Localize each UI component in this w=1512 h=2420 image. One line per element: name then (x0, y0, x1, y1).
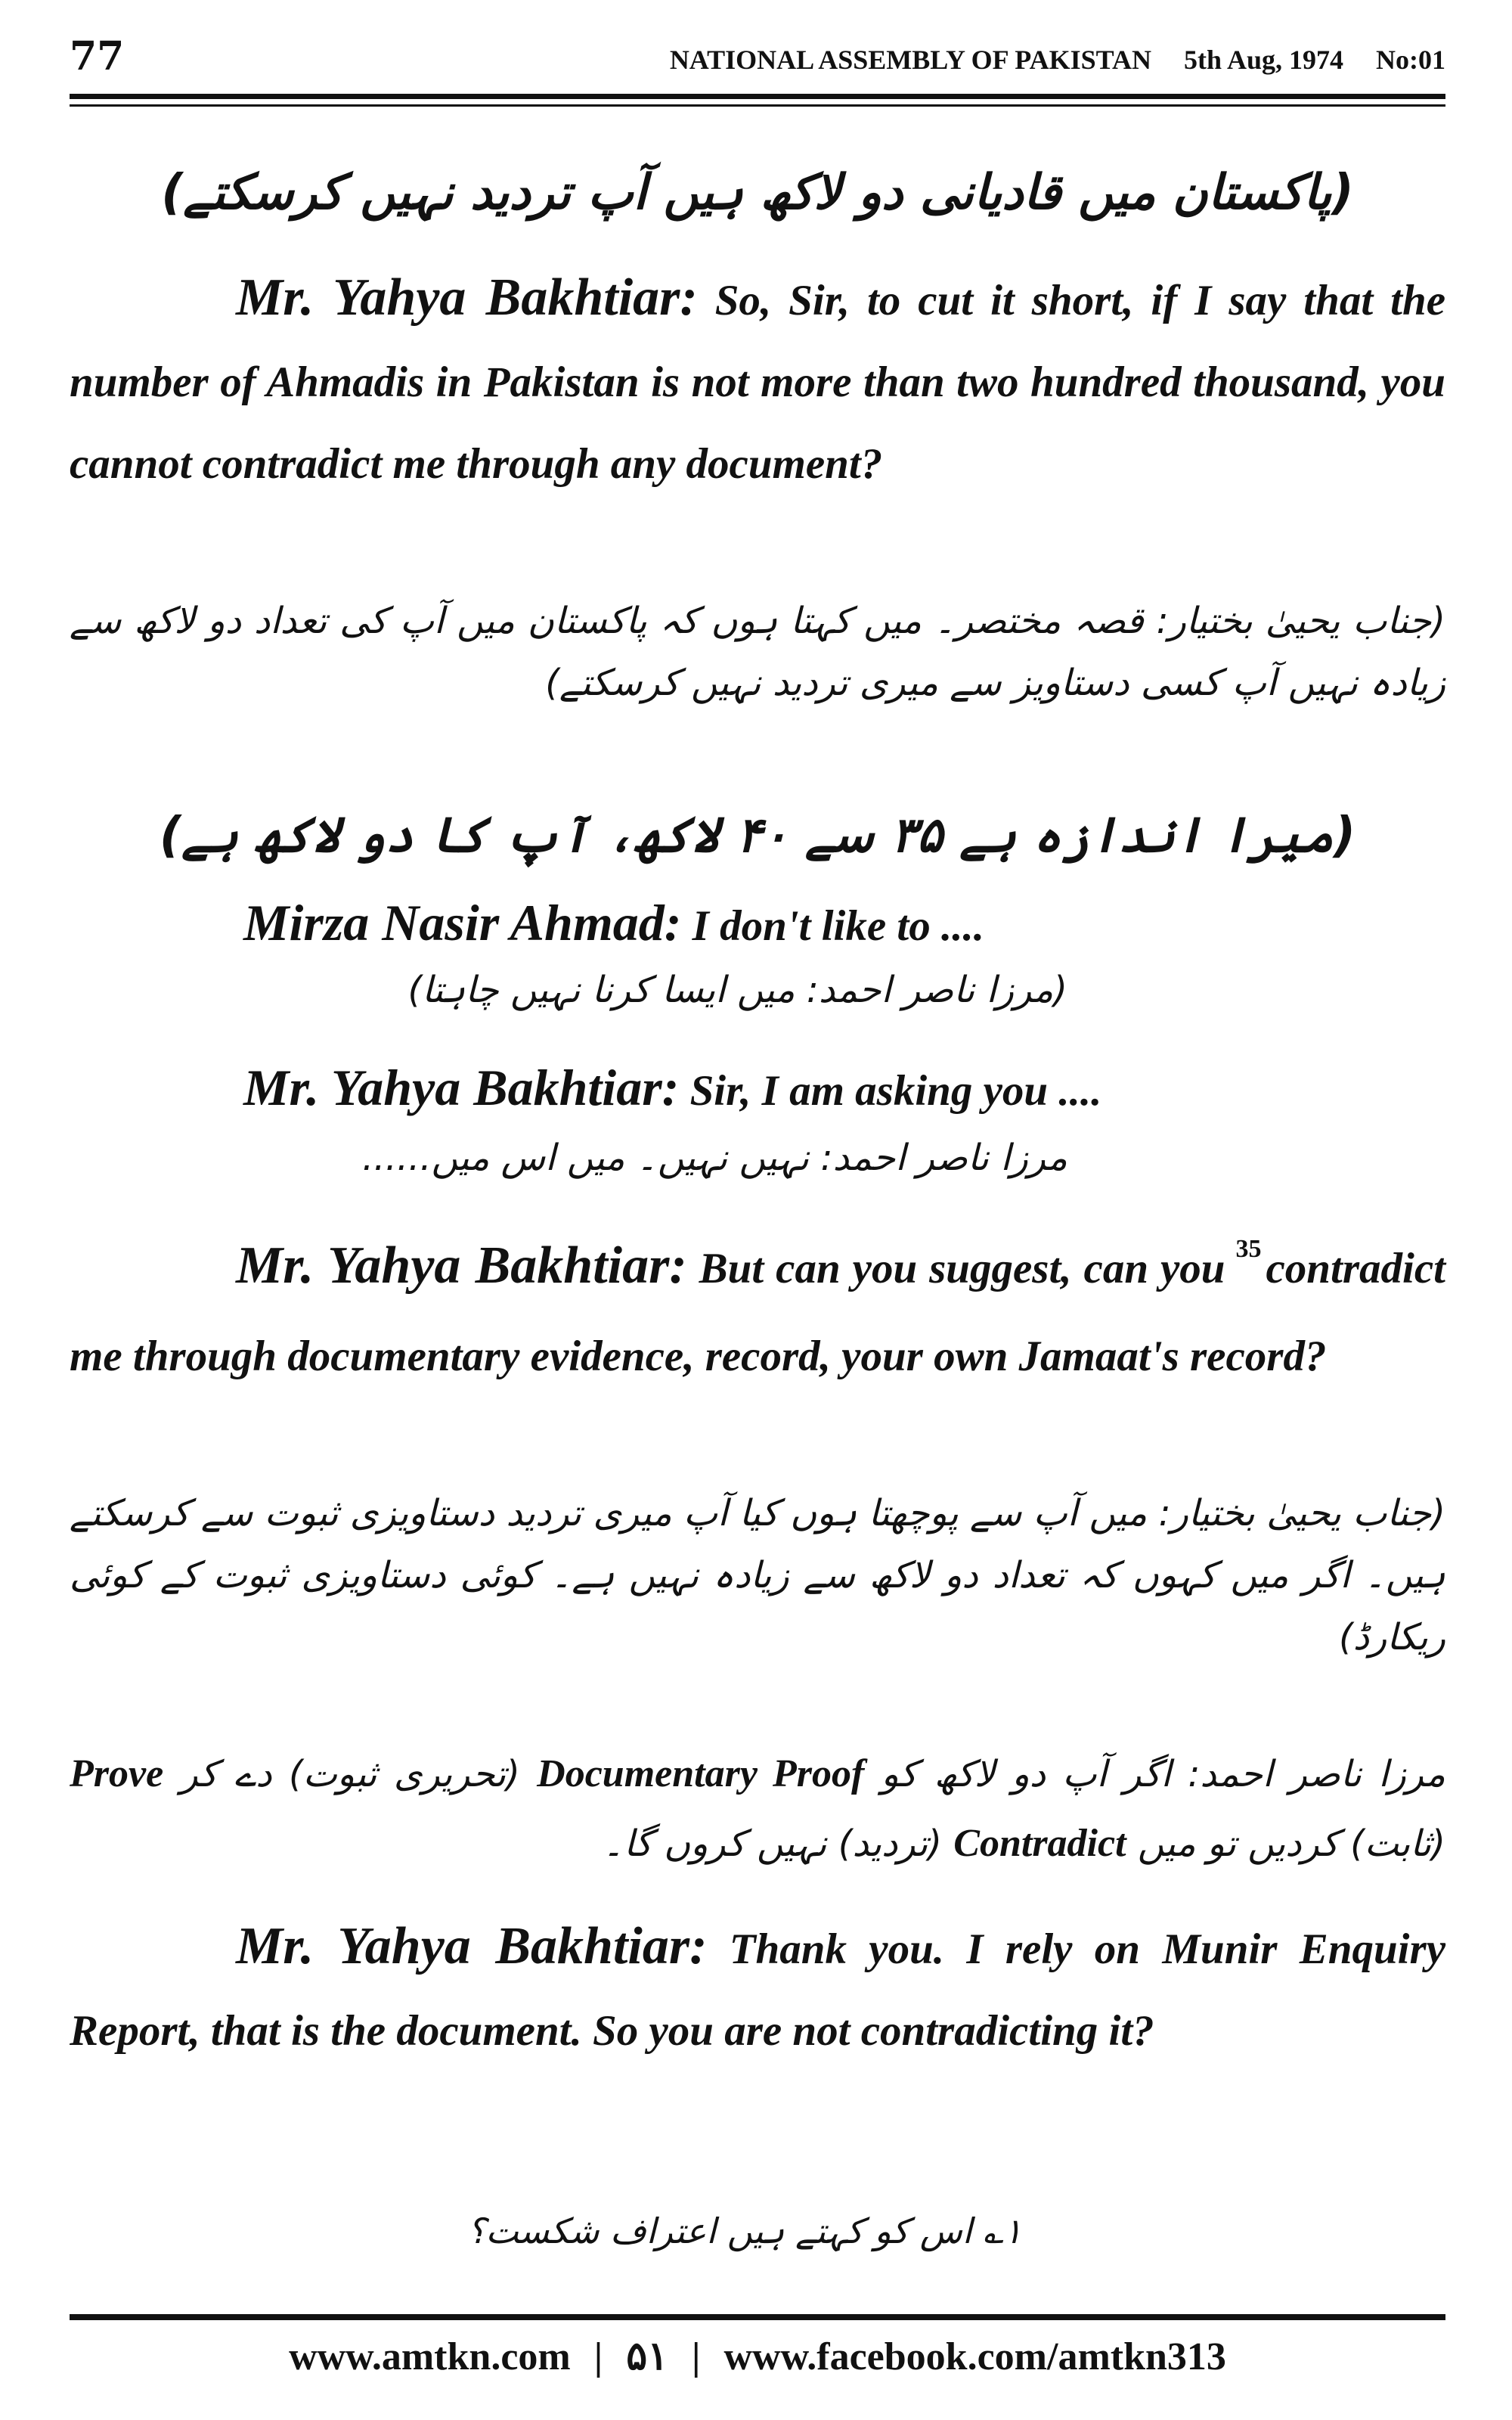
speaker-name: Mr. Yahya Bakhtiar: (243, 1059, 680, 1116)
paragraph-text: I don't like to .... (692, 902, 985, 950)
urdu-text: مرزا ناصر احمد: اگر آپ دو لاکھ کو (881, 1753, 1445, 1795)
paragraph-text: So, Sir, to cut it short, if I say that the number of Ahmadis in Pakistan is not more than two hundred thousand, you cannot contradict me through any document? (70, 277, 1446, 488)
page-footer (70, 2323, 1445, 2391)
separator: | (692, 2335, 701, 2378)
paragraph-4 (70, 1225, 1445, 1398)
english-term: Documentary Proof (537, 1752, 865, 1795)
header-rule-thick (70, 94, 1445, 99)
urdu-translation-3: مرزا ناصر احمد: نہیں نہیں۔ میں اس میں...... (362, 1137, 1067, 1179)
paragraph-1 (70, 257, 1445, 505)
speaker-name: Mr. Yahya Bakhtiar: (236, 1236, 687, 1295)
marginal-reference-number: 35 (1235, 1235, 1262, 1263)
facebook-link[interactable]: www.facebook.com/amtkn313 (723, 2335, 1226, 2378)
paragraph-text: Sir, I am asking you .... (689, 1067, 1102, 1115)
paragraph-text: Thank you. I rely on Munir Enquiry Report, that is the document. So you are not contradicting it? (70, 1925, 1445, 2055)
session-date: 5th Aug, 1974 (1183, 45, 1343, 75)
running-header (644, 41, 1445, 79)
footer-rule (70, 2314, 1445, 2320)
urdu-translation-5 (70, 1739, 1445, 1879)
urdu-text: (تحریری ثبوت) دے کر (180, 1753, 520, 1795)
speaker-name: Mirza Nasir Ahmad: (243, 894, 682, 951)
footer-page-number: ۵۱ (626, 2335, 669, 2378)
publication-title: NATIONAL ASSEMBLY OF PAKISTAN (669, 45, 1151, 75)
urdu-translation-2: (مرزا ناصر احمد: میں ایسا کرنا نہیں چاہتا) (407, 969, 1067, 1011)
page-number: 77 (70, 33, 125, 79)
website-link[interactable]: www.amtkn.com (289, 2335, 571, 2378)
english-term: Contradict (953, 1822, 1126, 1865)
urdu-translation-1: (جناب یحییٰ بختیار: قصہ مختصر۔ میں کہتا ہوں کہ پاکستان میں آپ کی تعداد دو لاکھ سے زیادہ نہیں آپ کسی دستاویز سے میری تردید نہیں کرسکتے) (70, 600, 1445, 704)
speaker-name: Mr. Yahya Bakhtiar: (236, 268, 698, 327)
paragraph-5 (70, 1906, 1445, 2072)
paragraph-text: But can you suggest, can you (699, 1245, 1225, 1292)
separator: | (593, 2335, 603, 2378)
paragraph-text: contradict me through documentary evidence, record, your own Jamaat's record? (70, 1245, 1445, 1380)
urdu-text: (تردید) نہیں کروں گا۔ (603, 1823, 942, 1865)
urdu-translation-4: (جناب یحییٰ بختیار: میں آپ سے پوچھتا ہوں کیا آپ میری تردید دستاویزی ثبوت سے کرسکتے ہیں۔ اگر میں کہوں کہ تعداد دو لاکھ سے زیادہ نہیں ہے۔ کوئی دستاویزی ثبوت کے کوئی ریکارڈ) (70, 1492, 1445, 1658)
paragraph-2 (70, 885, 1445, 964)
page-header (70, 30, 1445, 83)
english-term: Prove (70, 1752, 164, 1795)
footnote: ۱؎ اس کو کہتے ہیں اعتراف شکست؟ (466, 2211, 1022, 2251)
paragraph-3 (70, 1050, 1445, 1129)
session-number: No:01 (1376, 45, 1445, 75)
urdu-text: (ثابت) کردیں تو میں (1137, 1823, 1445, 1865)
urdu-heading-1: (پاکستان میں قادیانی دو لاکھ ہیں آپ تردید نہیں کرسکتے) (161, 165, 1354, 221)
urdu-heading-2: (میرا اندازہ ہے ۳۵ سے ۴۰ لاکھ، آپ کا دو لاکھ ہے) (159, 808, 1356, 864)
speaker-name: Mr. Yahya Bakhtiar: (236, 1917, 708, 1975)
header-rule-thin (70, 104, 1445, 107)
